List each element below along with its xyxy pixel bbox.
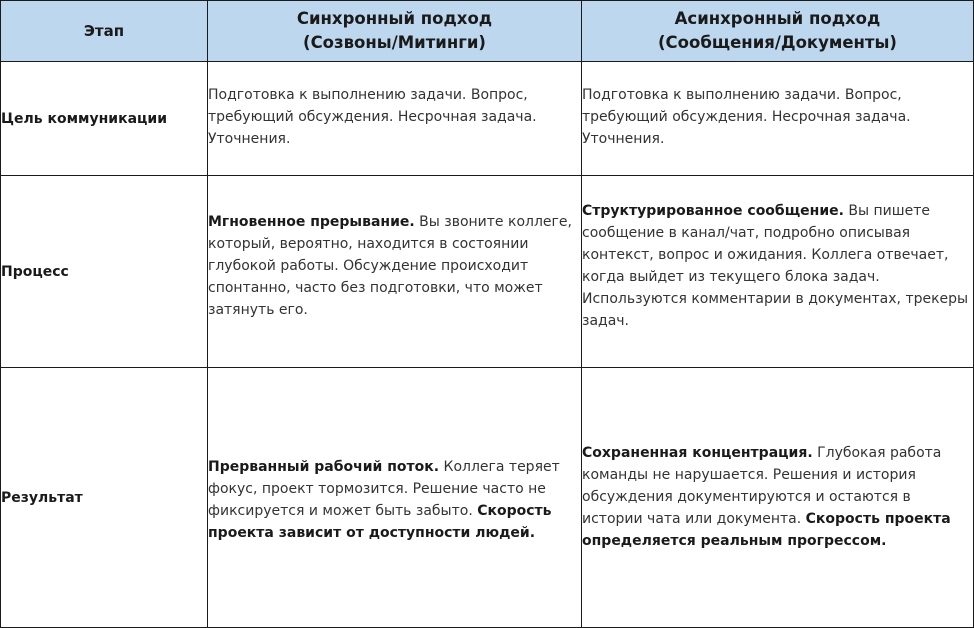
async-cell-result bbox=[582, 368, 974, 628]
sync-result-text: Коллега теряет фокус, проект тормозится. Решение часто не фиксируется и может быть забыто. bbox=[208, 458, 560, 519]
async-cell-process bbox=[582, 176, 974, 368]
header-async-subtitle: (Сообщения/Документы) bbox=[658, 33, 897, 52]
stage-label-process: Процесс bbox=[1, 176, 208, 368]
sync-process-text: Вы звоните коллеге, который, вероятно, находится в состоянии глубокой работы. Обсуждение происходит спонтанно, часто без подготовки, что может затянуть его. bbox=[208, 213, 572, 318]
sync-cell-result bbox=[208, 368, 582, 628]
async-result-text: Глубокая работа команды не нарушается. Решения и история обсуждения документируются и остаются в истории чата или документа. bbox=[582, 444, 942, 527]
header-stage: Этап bbox=[1, 1, 208, 62]
stage-label-goal: Цель коммуникации bbox=[1, 62, 208, 176]
async-process-bold: Структурированное сообщение. bbox=[582, 202, 844, 219]
header-sync-subtitle: (Созвоны/Митинги) bbox=[303, 33, 486, 52]
header-sync-title: Синхронный подход bbox=[296, 9, 493, 28]
header-sync bbox=[208, 1, 582, 62]
header-async bbox=[582, 1, 974, 62]
sync-process-bold: Мгновенное прерывание. bbox=[208, 213, 415, 230]
sync-cell-process bbox=[208, 176, 582, 368]
async-goal-text: Подготовка к выполнению задачи. Вопрос, требующий обсуждения. Несрочная задача. Уточнения. bbox=[582, 86, 911, 147]
stage-label-result: Результат bbox=[1, 368, 208, 628]
sync-cell-goal bbox=[208, 62, 582, 176]
table-row-process bbox=[1, 176, 974, 368]
async-result-bold-end: Скорость проекта определяется реальным прогрессом. bbox=[582, 510, 951, 549]
sync-result-bold-end: Скорость проекта зависит от доступности людей. bbox=[208, 502, 552, 541]
sync-result-bold: Прерванный рабочий поток. bbox=[208, 458, 440, 475]
table-row-goal bbox=[1, 62, 974, 176]
async-cell-goal bbox=[582, 62, 974, 176]
header-async-title: Асинхронный подход bbox=[674, 9, 881, 28]
sync-goal-text: Подготовка к выполнению задачи. Вопрос, требующий обсуждения. Несрочная задача. Уточнения. bbox=[208, 86, 537, 147]
async-process-text: Вы пишете сообщение в канал/чат, подробно описывая контекст, вопрос и ожидания. Коллега отвечает, когда выйдет из текущего блока задач. Используются комментарии в документах, трекеры задач. bbox=[582, 202, 969, 329]
table-row-result bbox=[1, 368, 974, 628]
async-result-bold: Сохраненная концентрация. bbox=[582, 444, 813, 461]
header-row bbox=[1, 1, 974, 62]
